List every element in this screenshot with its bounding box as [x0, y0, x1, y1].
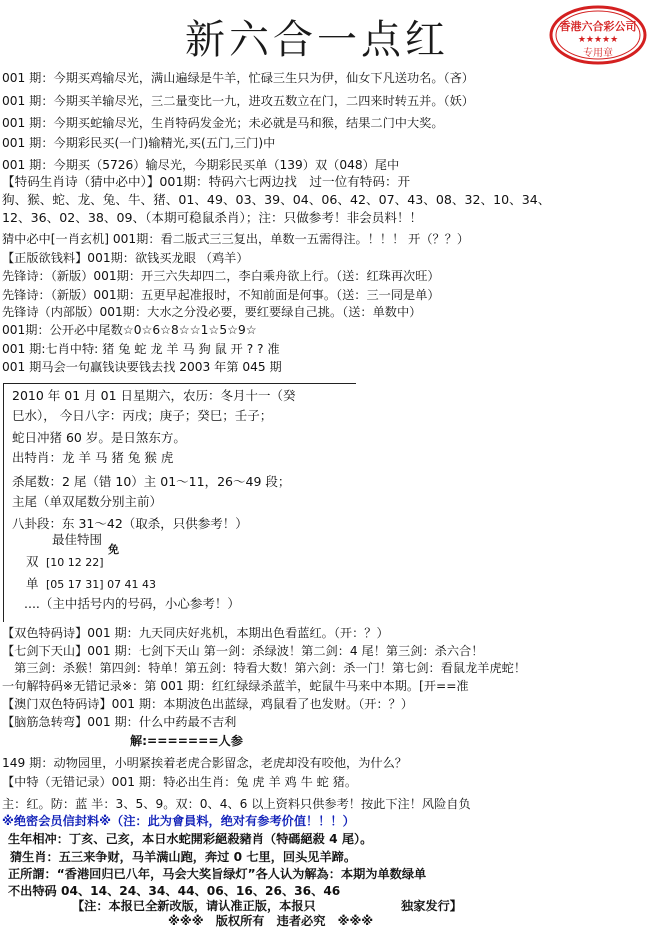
zoo-question: 149 期：动物园里，小明紧挨着老虎合影留念，老虎却没有咬他，为什么？: [2, 756, 407, 770]
prediction-line: 001 期：今期彩民买(一门)输精光,买(五门,三门)中: [2, 136, 276, 150]
calendar-bagua: 八卦段：东 31～42（取杀，只供参考！）: [12, 516, 248, 531]
calendar-bazi: 巳水）， 今日八字：丙戌；庚子；癸巳；壬子；: [12, 408, 273, 423]
odd-numbers: [05 17 31] 07 41 43: [46, 578, 157, 591]
no-error-zodiac: 【中特（无错记录）001 期：特必出生肖：兔 虎 羊 鸡 牛 蛇 猪。: [2, 775, 358, 789]
brain-teaser-answer: 解:=======人参: [130, 734, 243, 748]
jockey-line: 001 期马会一句赢钱诀要钱去找 2003 年第 045 期: [2, 360, 282, 374]
mystery-line: 猜中必中[一肖玄机] 001期：看二版式三三复出，单数一五需得注。！！！ 开（？？）: [2, 232, 470, 246]
even-label: 双: [26, 554, 39, 569]
so-called: 正所謂：“香港回归已八年，马会大奖旨绿灯”各人认为解為：本期为单数绿单: [8, 867, 427, 881]
pioneer-poem: 先锋诗：（新版）001期：五更早起准报时，不知前面是何事。（送：三一同是单）: [2, 288, 440, 302]
seven-swords: 【七剑下天山】001 期：七剑下天山 第一剑：杀绿波！第二剑：4 尾！第三剑：杀六合！: [2, 644, 484, 658]
tail-number-line: 001期：公开必中尾数☆0☆6☆8☆☆1☆5☆9☆: [2, 323, 257, 337]
secret-text: ※绝密会员信封料※（注：此为會員料，绝对有参考价值！！！）: [2, 814, 355, 828]
calendar-date: 2010 年 01 月 01 日星期六，农历：冬月十一（癸: [12, 388, 296, 403]
guess-zodiac: 猜生肖：五三来争财，马羊满山跑，奔过 0 七里，回头见羊蹄。: [10, 850, 357, 864]
special-code-numbers: 12、36、02、38、09、（本期可稳鼠杀肖）；注：只做参考！非会员料！！: [2, 210, 423, 225]
best-range-mark: 免: [108, 543, 119, 556]
two-color-poem: 【双色特码诗】001 期：九天同庆好兆机，本期出色看蓝红。（开：？）: [2, 626, 389, 640]
prediction-line: 001 期：今期买鸡输尽光，满山遍绿是牛羊，忙碌三生只为伊，仙女下凡送功名。（吝）: [2, 71, 474, 85]
calendar-box: [3, 383, 356, 622]
seven-swords-cont: 第三剑：杀猴！第四剑：特单！第五剑：特看大数！第六剑：杀一门！第七剑：看鼠龙羊虎蛇！: [2, 661, 527, 675]
odd-label: 单: [26, 576, 39, 591]
special-code-poem: 【特码生肖诗（猜中必中）】001期：特码六七两边找 过一位有特码：开: [2, 174, 411, 189]
prediction-line: 001 期：今期买（5726）输尽光，今期彩民买单（139）双（048）尾中: [2, 158, 400, 172]
calendar-zodiac: 出特肖：龙 羊 马 猪 兔 猴 虎: [12, 450, 174, 465]
pioneer-poem: 先锋诗（内部版）001期：大水之分没必要，要红要绿自己挑。（送：单数中）: [2, 305, 422, 319]
color-tips: 主：红。防：蓝 半：3、5、9。双：0、4、6 以上资料只供参考！按此下注！风险自负: [2, 797, 471, 811]
year-clash: 生年相冲：丁亥、己亥，本日水蛇開彩絕殺豬肖（特碼絕殺 4 尾）。: [8, 832, 373, 846]
prediction-line: 001 期：今期买羊输尽光，三二量变比一九，进攻五数立在门，二四来时转五并。（妖）: [2, 94, 474, 108]
svg-text:香港六合彩公司: 香港六合彩公司: [559, 20, 637, 33]
even-numbers: [10 12 22]: [46, 556, 104, 569]
calendar-clash: 蛇日冲猪 60 岁。是日煞东方。: [12, 430, 186, 445]
brain-teaser: 【脑筋急转弯】001 期：什么中药最不吉利: [2, 715, 237, 729]
special-code-numbers: 狗、猴、蛇、龙、兔、牛、猪、01、49、03、39、04、06、42、07、43、08、32、10、34、: [2, 192, 551, 207]
pioneer-poem: 先锋诗：（新版）001期：开三六失却四二，李白乘舟欲上行。（送：红珠再次旺）: [2, 269, 440, 283]
seven-zodiac-line: 001 期:七肖中特: 猪 兔 蛇 龙 羊 马 狗 鼠 开 ? ? 准: [2, 342, 280, 356]
calendar-main-tail: 主尾（单双尾数分别主前）: [12, 494, 163, 509]
bracket-note: ....（主中括号内的号码，小心参考！）: [24, 596, 240, 611]
company-seal-icon: [548, 4, 648, 66]
page-title: 新六合一点红: [185, 17, 449, 63]
copyright: ※※※ 版权所有 违者必究 ※※※: [168, 914, 374, 928]
calendar-kill-tail: 杀尾数：2 尾（错 10）主 01～11，26～49 段；: [12, 474, 291, 489]
svg-text:★★★★★: ★★★★★: [577, 35, 619, 45]
secret-title: [2, 814, 355, 829]
money-line: 【正版欲钱料】001期：欲钱买龙眼 （鸡羊）: [2, 251, 249, 265]
svg-text:专用章: 专用章: [583, 48, 613, 59]
prediction-line: 001 期：今期买蛇输尽光，生肖特码发金光；未必就是马和猴，结果二门中大奖。: [2, 116, 444, 130]
edition-notice: 【注：本报已全新改版，请认准正版，本报只 独家发行】: [72, 899, 462, 913]
best-range-label: 最佳特围: [52, 532, 103, 547]
macau-poem: 【澳门双色特码诗】001 期：本期波色出蓝绿，鸡鼠看了也发财。（开：？）: [2, 697, 414, 711]
one-line-special: 一句解特码※无错记录※：第 001 期：红红绿绿杀蓝羊，蛇鼠牛马来中本期。[开==准: [2, 679, 469, 693]
not-out-numbers: 不出特码 04、14、24、34、44、06、16、26、36、46: [8, 884, 341, 898]
